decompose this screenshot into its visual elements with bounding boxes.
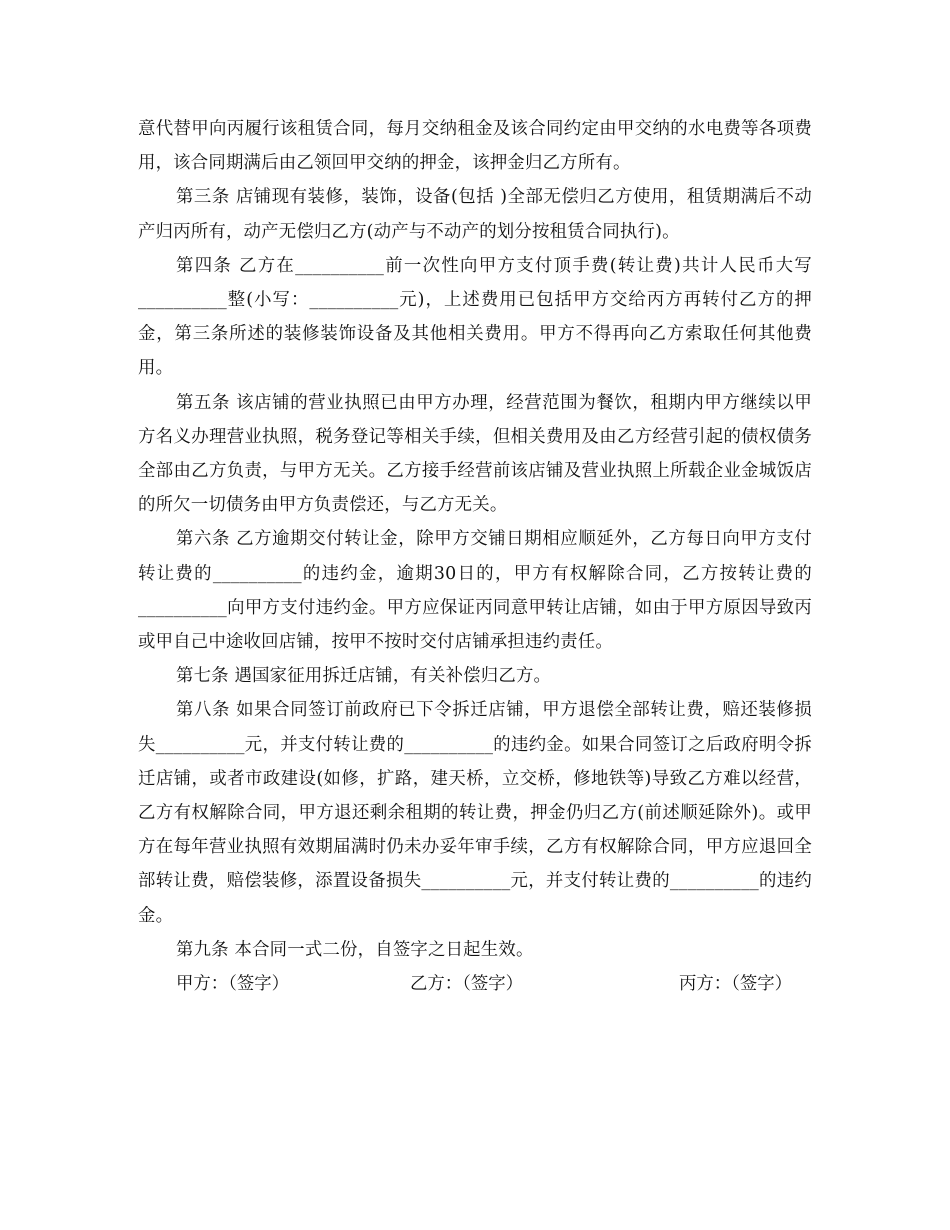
clause-7: 第七条 遇国家征用拆迁店铺，有关补偿归乙方。 bbox=[176, 666, 552, 687]
clause-4: 第四条 乙方在__________前一次性向甲方支付顶手费(转让费)共计人民币大写__________整(小写：__________元)，上述费用已包括甲方交给丙方再转付乙方的押金，第三条所述的装修装饰设备及其他相关费用。甲方不得再向乙方索取任何其他费用。 bbox=[138, 255, 812, 379]
signature-party-b: 乙方：（签字） bbox=[410, 974, 524, 995]
signature-party-c: 丙方：（签字） bbox=[679, 974, 793, 995]
signature-party-a: 甲方：（签字） bbox=[176, 974, 290, 995]
clause-3: 第三条 店铺现有装修，装饰，设备(包括 )全部无偿归乙方使用，租赁期满后不动产归丙所有，动产无偿归乙方(动产与不动产的划分按租赁合同执行)。 bbox=[138, 187, 812, 242]
paragraph-continuation: 意代替甲向丙履行该租赁合同，每月交纳租金及该合同约定由甲交纳的水电费等各项费用，该合同期满后由乙领回甲交纳的押金，该押金归乙方所有。 bbox=[138, 119, 812, 174]
clause-6: 第六条 乙方逾期交付转让金，除甲方交铺日期相应顺延外，乙方每日向甲方支付转让费的__________的违约金，逾期30日的，甲方有权解除合同，乙方按转让费的__________向甲方支付违约金。甲方应保证丙同意甲转让店铺，如由于甲方原因导致丙或甲自己中途收回店铺，按甲不按时交付店铺承担违约责任。 bbox=[138, 529, 812, 653]
contract-body bbox=[138, 112, 812, 1001]
clause-5: 第五条 该店铺的营业执照已由甲方办理，经营范围为餐饮，租期内甲方继续以甲方名义办理营业执照，税务登记等相关手续，但相关费用及由乙方经营引起的债权债务全部由乙方负责，与甲方无关。乙方接手经营前该店铺及营业执照上所载企业金城饭店的所欠一切债务由甲方负责偿还，与乙方无关。 bbox=[138, 392, 812, 516]
clause-8: 第八条 如果合同签订前政府已下令拆迁店铺，甲方退偿全部转让费，赔还装修损失__________元，并支付转让费的__________的违约金。如果合同签订之后政府明令拆迁店铺，或者市政建设(如修，扩路，建天桥，立交桥，修地铁等)导致乙方难以经营，乙方有权解除合同，甲方退还剩余租期的转让费，押金仍归乙方(前述顺延除外)。或甲方在每年营业执照有效期届满时仍未办妥年审手续，乙方有权解除合同，甲方应退回全部转让费，赔偿装修，添置设备损失__________元，并支付转让费的__________的违约金。 bbox=[138, 700, 812, 926]
clause-9: 第九条 本合同一式二份，自签字之日起生效。 bbox=[176, 939, 534, 960]
signature-row bbox=[138, 967, 812, 1001]
